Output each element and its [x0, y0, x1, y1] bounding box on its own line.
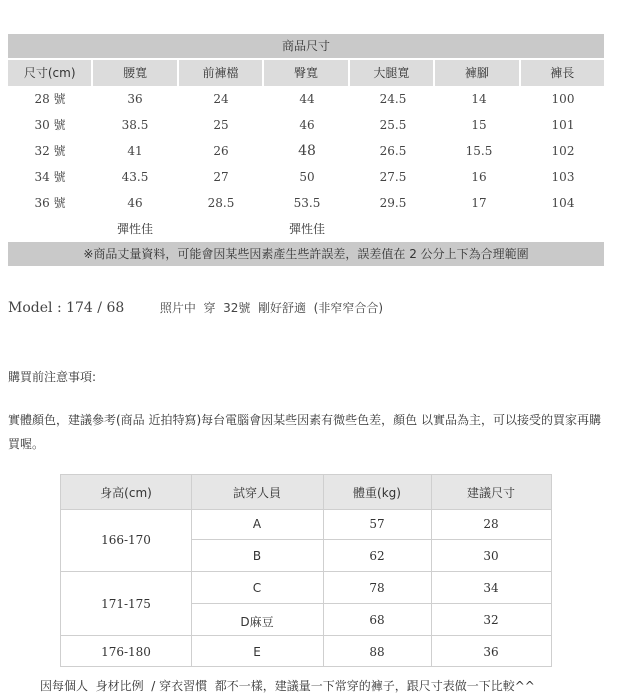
- table-row: [8, 164, 604, 190]
- fitting-weight: 88: [369, 645, 385, 659]
- cell-size: 28 號: [34, 92, 66, 106]
- elastic-note-row: [8, 216, 604, 242]
- cell-hip: 46: [299, 118, 315, 132]
- measurement-disclaimer: ※商品丈量資料，可能會因某些因素產生些許誤差，誤差值在 2 公分上下為合理範圍: [8, 242, 604, 266]
- cell-waist: 46: [127, 196, 143, 210]
- header-thigh: 大腿寬: [350, 60, 433, 86]
- row-divider: [191, 539, 551, 540]
- fitting-weight: 57: [369, 517, 385, 531]
- elastic-note: [8, 216, 92, 242]
- cell-hip: 53.5: [293, 196, 321, 210]
- cell-front-rise: 24: [213, 92, 229, 106]
- cell-thigh: 27.5: [379, 170, 407, 184]
- elastic-note: [178, 216, 264, 242]
- cell-hem: 17: [471, 196, 487, 210]
- cell-waist: 41: [127, 144, 143, 158]
- cell-length: 103: [551, 170, 575, 184]
- notes-heading: 購買前注意事項:: [8, 370, 97, 384]
- table-row: [8, 112, 604, 138]
- header-weight: 體重(kg): [353, 486, 401, 500]
- cell-hem: 16: [471, 170, 487, 184]
- cell-front-rise: 28.5: [207, 196, 235, 210]
- size-table-title: 商品尺寸: [8, 34, 604, 58]
- cell-length: 100: [551, 92, 575, 106]
- cell-length: 101: [551, 118, 575, 132]
- cell-size: 34 號: [34, 170, 66, 184]
- cell-hip: 44: [299, 92, 315, 106]
- header-hem: 褲腳: [435, 60, 518, 86]
- cell-thigh: 29.5: [379, 196, 407, 210]
- header-height: 身高(cm): [100, 486, 152, 500]
- row-divider: [191, 603, 551, 604]
- cell-thigh: 26.5: [379, 144, 407, 158]
- notes-body: 實體顏色，建議參考(商品 近拍特寫)每台電腦會因某些因素有微些色差，顏色 以實品為主，可以接受的買家再購買喔。: [8, 413, 601, 451]
- height-group: 176-180: [101, 645, 151, 659]
- model-info: [8, 299, 383, 316]
- fitting-person: A: [252, 517, 262, 531]
- elastic-note: [436, 216, 522, 242]
- cell-size: 30 號: [34, 118, 66, 132]
- cell-thigh: 25.5: [379, 118, 407, 132]
- table-row: [8, 138, 604, 164]
- header-size: 尺寸(cm): [8, 60, 91, 86]
- cell-hip: 50: [299, 170, 315, 184]
- size-comparison-note: 因每個人 身材比例 / 穿衣習慣 都不一樣，建議量一下常穿的褲子，跟尺寸表做一下比較^^: [40, 679, 535, 693]
- fitting-person: D麻豆: [240, 615, 274, 629]
- cell-thigh: 24.5: [379, 92, 407, 106]
- size-table-header: [8, 60, 604, 86]
- cell-front-rise: 27: [213, 170, 229, 184]
- header-hip: 臀寬: [264, 60, 347, 86]
- cell-front-rise: 26: [213, 144, 229, 158]
- cell-front-rise: 25: [213, 118, 229, 132]
- fitting-person: E: [253, 645, 261, 659]
- elastic-note: [350, 216, 436, 242]
- row-divider: [61, 635, 551, 636]
- row-divider: [61, 571, 551, 572]
- cell-size: 32 號: [34, 144, 66, 158]
- fitting-size: 28: [483, 517, 499, 531]
- fitting-size: 32: [483, 613, 499, 627]
- cell-length: 104: [551, 196, 575, 210]
- header-fitting-person: 試穿人員: [232, 486, 281, 500]
- header-waist: 腰寬: [93, 60, 176, 86]
- elastic-note: [522, 216, 604, 242]
- fitting-person: B: [252, 549, 262, 563]
- height-group: 166-170: [101, 533, 151, 547]
- header-front-rise: 前褲檔: [179, 60, 262, 86]
- cell-hem: 14: [471, 92, 487, 106]
- cell-length: 102: [551, 144, 575, 158]
- cell-hip: 48: [298, 143, 316, 159]
- header-length: 褲長: [521, 60, 604, 86]
- size-table: [8, 34, 604, 266]
- elastic-note: 彈性佳: [116, 222, 153, 236]
- cell-waist: 36: [127, 92, 143, 106]
- model-desc: 照片中 穿 32號 剛好舒適 (非窄窄合合): [159, 301, 384, 315]
- fitting-table: [60, 474, 552, 667]
- header-suggested-size: 建議尺寸: [466, 486, 515, 500]
- table-row: [8, 190, 604, 216]
- table-row: [8, 86, 604, 112]
- elastic-note: 彈性佳: [288, 222, 325, 236]
- cell-hem: 15: [471, 118, 487, 132]
- fitting-person: C: [252, 581, 262, 595]
- model-label: Model : 174 / 68: [8, 300, 125, 316]
- fitting-size: 30: [483, 549, 499, 563]
- cell-hem: 15.5: [465, 144, 493, 158]
- fitting-weight: 68: [369, 613, 385, 627]
- fitting-size: 34: [483, 581, 499, 595]
- cell-waist: 43.5: [121, 170, 149, 184]
- fitting-weight: 62: [369, 549, 385, 563]
- cell-size: 36 號: [34, 196, 66, 210]
- cell-waist: 38.5: [121, 118, 149, 132]
- fitting-weight: 78: [369, 581, 385, 595]
- fitting-size: 36: [483, 645, 499, 659]
- height-group: 171-175: [101, 597, 151, 611]
